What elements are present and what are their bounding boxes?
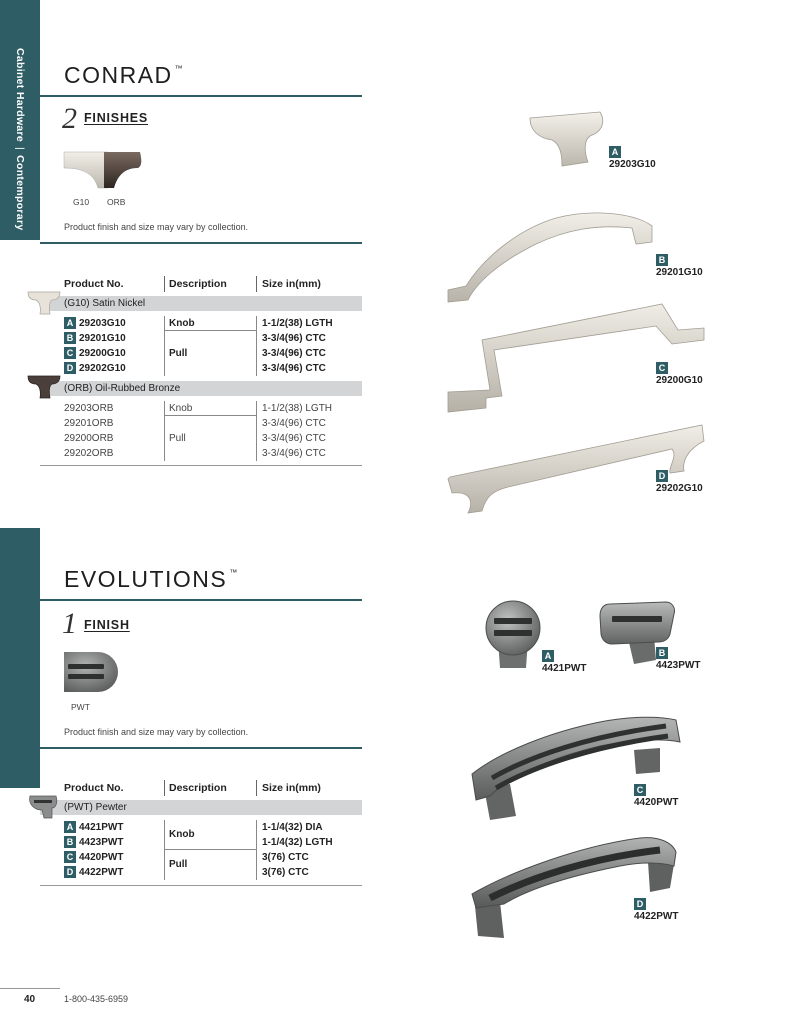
image-tag-b [656, 254, 703, 278]
row-product: 4420PWT [79, 852, 124, 863]
row-description-knob: Knob [169, 318, 195, 329]
image-tag-c [656, 362, 703, 386]
table-row: 29203ORB [64, 403, 114, 414]
row-product: 4422PWT [79, 867, 124, 878]
sidebar-category: Cabinet Hardware [14, 48, 26, 143]
image-tag-a [609, 146, 656, 170]
row-letter: C [64, 851, 76, 863]
conrad-note-rule [40, 242, 362, 244]
product-image-4422PWT [470, 832, 682, 944]
table-row: 29200ORB [64, 433, 114, 444]
conrad-finish-label: FINISHES [84, 111, 149, 125]
image-tag-evo-b [656, 647, 700, 671]
row-letter: B [64, 836, 76, 848]
sidebar-subcategory: Contemporary [14, 155, 26, 231]
column-divider [164, 820, 165, 880]
evolutions-finish-note: Product finish and size may vary by collection. [64, 727, 249, 737]
row-product: 4423PWT [79, 837, 124, 848]
product-image-29200G10 [446, 300, 706, 416]
table-row [64, 865, 123, 880]
footer-rule [0, 988, 60, 989]
image-tag-evo-d [634, 898, 678, 922]
image-code: 4421PWT [542, 663, 587, 674]
product-image-29202G10 [446, 405, 708, 517]
conrad-table-bottom-rule [40, 465, 362, 466]
conrad-header-product: Product No. [64, 278, 124, 290]
conrad-tm: ™ [174, 64, 185, 73]
row-size: 3-3/4(96) CTC [262, 418, 326, 429]
column-divider [256, 401, 257, 461]
image-letter: D [634, 898, 646, 910]
image-code: 29201G10 [656, 267, 703, 278]
column-divider [256, 820, 257, 880]
image-letter: B [656, 254, 668, 266]
sidebar-band-middle [0, 528, 40, 788]
row-size: 3-3/4(96) CTC [262, 333, 326, 344]
table-row [64, 820, 123, 835]
row-description-pull: Pull [169, 348, 188, 359]
conrad-title-text: CONRAD [64, 62, 173, 88]
conrad-header-description: Description [169, 278, 227, 290]
column-divider [256, 316, 257, 376]
row-size: 3-3/4(96) CTC [262, 448, 326, 459]
row-product: 29200G10 [79, 348, 126, 359]
row-description-pull: Pull [169, 859, 188, 870]
sidebar-label [14, 48, 26, 230]
sidebar-separator: | [14, 147, 26, 151]
conrad-title-rule [40, 95, 362, 97]
product-image-4421PWT [482, 600, 544, 672]
image-tag-evo-c [634, 784, 678, 808]
header-divider [256, 276, 257, 292]
table-row: 29201ORB [64, 418, 114, 429]
knob-thumb-orb [26, 372, 62, 402]
row-size: 3(76) CTC [262, 867, 309, 878]
image-letter: D [656, 470, 668, 482]
footer-phone: 1-800-435-6959 [64, 994, 129, 1004]
evolutions-finish-count: 1 [62, 607, 77, 640]
row-description-pull: Pull [169, 433, 186, 444]
column-divider [164, 316, 165, 376]
table-row [64, 835, 123, 850]
row-letter: D [64, 362, 76, 374]
row-product: 29203G10 [79, 318, 126, 329]
evolutions-band-pwt-label: (PWT) Pewter [64, 802, 127, 813]
page-number: 40 [24, 994, 36, 1005]
image-tag-evo-a [542, 650, 586, 674]
table-row [64, 331, 126, 346]
swatch-label-g10: G10 [73, 197, 90, 207]
row-description-knob: Knob [169, 403, 193, 414]
conrad-finish-note: Product finish and size may vary by collection. [64, 222, 249, 232]
product-image-29201G10 [446, 204, 656, 308]
row-product: 29201G10 [79, 333, 126, 344]
row-size: 3-3/4(96) CTC [262, 363, 326, 374]
conrad-finish-swatch-image [64, 148, 144, 192]
header-divider [256, 780, 257, 796]
evolutions-header-product: Product No. [64, 782, 124, 794]
row-size: 3-3/4(96) CTC [262, 348, 326, 359]
evolutions-header-size: Size in(mm) [262, 782, 321, 794]
conrad-title [64, 62, 184, 89]
row-product: 4421PWT [79, 822, 124, 833]
row-letter: A [64, 317, 76, 329]
row-letter: C [64, 347, 76, 359]
header-divider [164, 780, 165, 796]
image-letter: C [656, 362, 668, 374]
image-letter: C [634, 784, 646, 796]
image-code: 29202G10 [656, 483, 703, 494]
row-size: 3-3/4(96) CTC [262, 433, 326, 444]
image-tag-d [656, 470, 703, 494]
image-letter: A [609, 146, 621, 158]
table-row [64, 316, 126, 331]
row-description-knob: Knob [169, 829, 195, 840]
image-code: 29203G10 [609, 159, 656, 170]
knob-thumb-g10 [26, 288, 62, 318]
row-divider [164, 849, 256, 850]
image-letter: A [542, 650, 554, 662]
image-code: 29200G10 [656, 375, 703, 386]
row-size: 1-1/2(38) LGTH [262, 403, 333, 414]
header-divider [164, 276, 165, 292]
evolutions-finish-swatch-image [64, 652, 112, 696]
evolutions-finish-label: FINISH [84, 618, 130, 632]
row-size: 3(76) CTC [262, 852, 309, 863]
product-image-29203G10 [526, 108, 612, 172]
evolutions-title-text: EVOLUTIONS [64, 566, 228, 592]
table-row [64, 346, 126, 361]
evolutions-note-rule [40, 747, 362, 749]
evolutions-title [64, 566, 239, 593]
conrad-header-size: Size in(mm) [262, 278, 321, 290]
conrad-finish-count: 2 [62, 102, 77, 135]
image-code: 4420PWT [634, 797, 679, 808]
row-size: 1-1/4(32) LGTH [262, 837, 333, 848]
image-letter: B [656, 647, 668, 659]
image-code: 4422PWT [634, 911, 679, 922]
swatch-label-pwt: PWT [71, 702, 90, 712]
conrad-band-g10-label: (G10) Satin Nickel [64, 298, 146, 309]
table-row [64, 361, 126, 376]
row-product: 29202G10 [79, 363, 126, 374]
evolutions-header-description: Description [169, 782, 227, 794]
row-size: 1-1/4(32) DIA [262, 822, 323, 833]
table-row [64, 850, 123, 865]
swatch-label-orb: ORB [107, 197, 126, 207]
row-letter: D [64, 866, 76, 878]
table-row: 29202ORB [64, 448, 114, 459]
row-size: 1-1/2(38) LGTH [262, 318, 333, 329]
image-code: 4423PWT [656, 660, 701, 671]
conrad-band-orb-label: (ORB) Oil-Rubbed Bronze [64, 383, 181, 394]
evolutions-title-rule [40, 599, 362, 601]
evolutions-table-bottom-rule [40, 885, 362, 886]
evolutions-tm: ™ [229, 568, 239, 577]
row-letter: B [64, 332, 76, 344]
knob-thumb-pwt [26, 792, 60, 822]
row-letter: A [64, 821, 76, 833]
column-divider [164, 401, 165, 461]
